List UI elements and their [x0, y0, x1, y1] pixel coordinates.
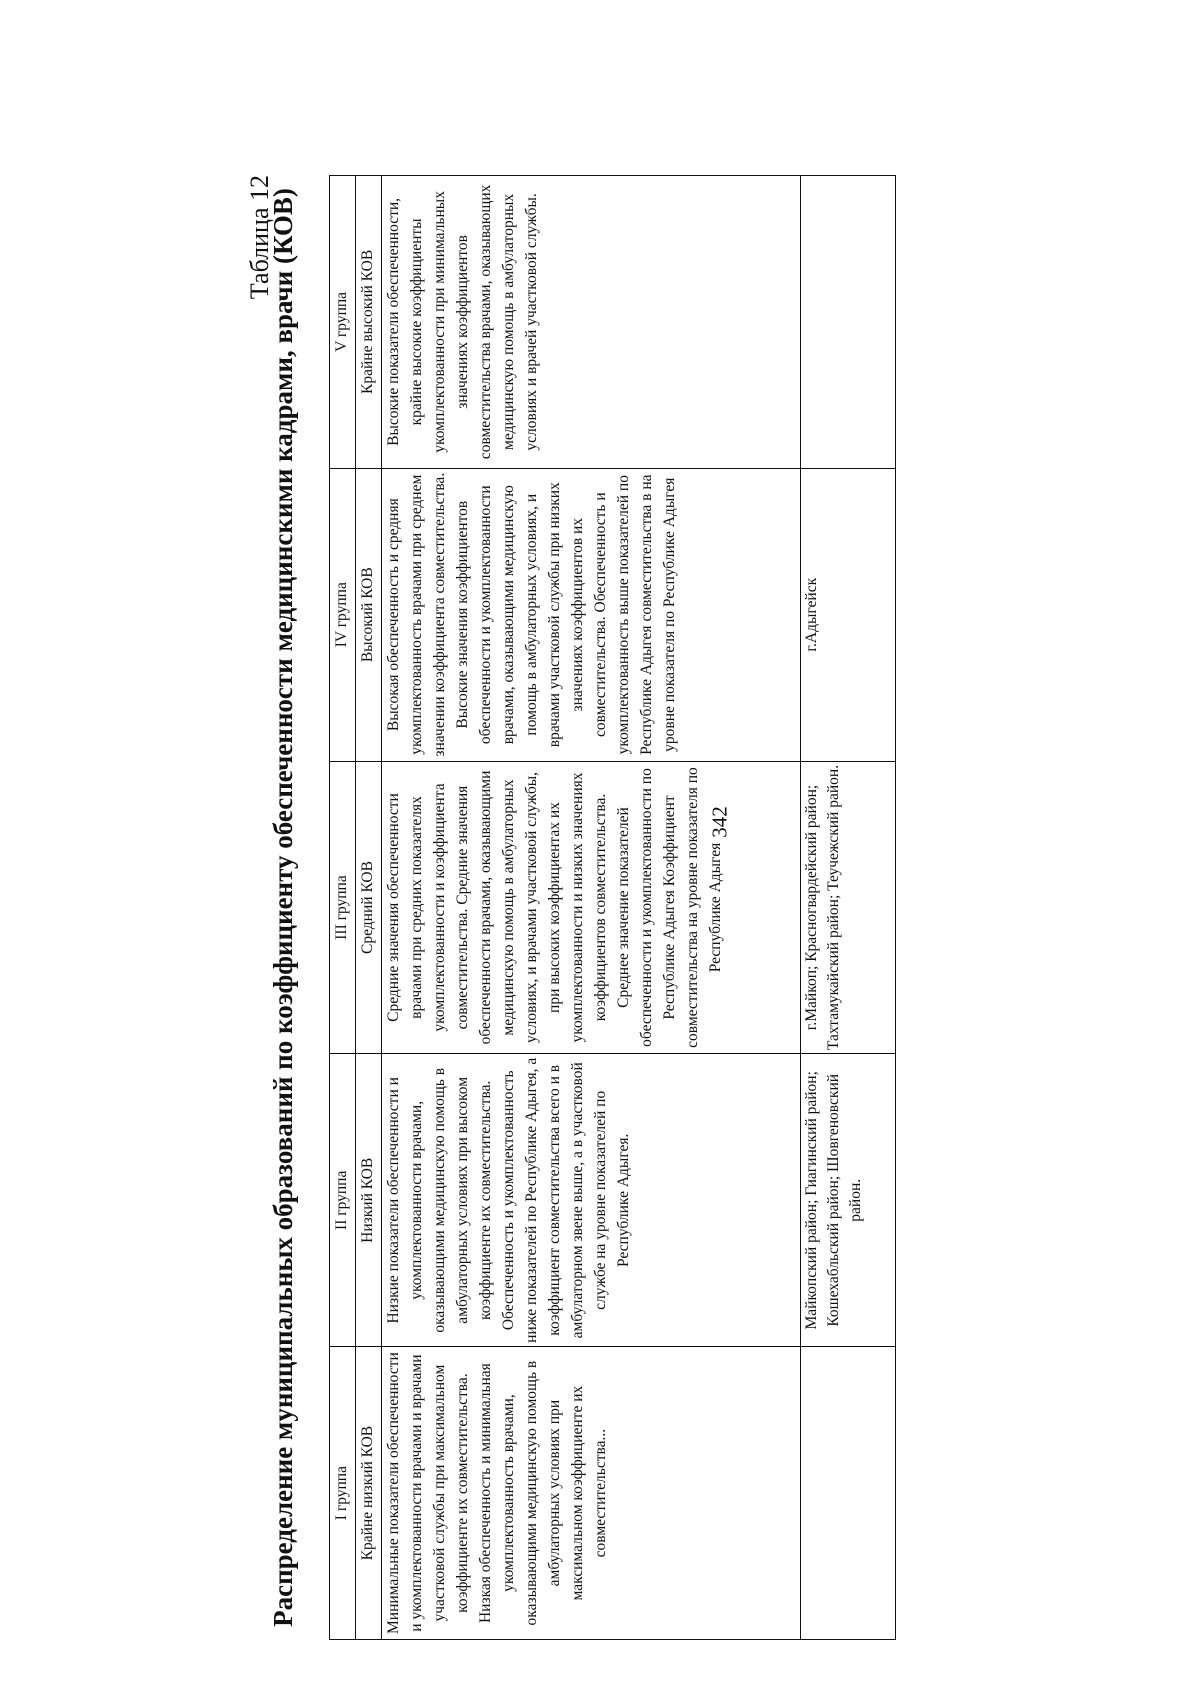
rotated-page-content	[245, 175, 975, 1640]
document-title: Распределение муниципальных образований по коэффициенту обеспеченности медицинскими кадрами, врачи (КОВ)	[268, 188, 298, 1627]
level-header: Высокий КОВ	[356, 468, 382, 761]
group-description: Высокая обеспеченность и средняя укомплектованность врачами при среднем значении коэффициента совместительства. Высокие значения коэффициентов обеспеченности и укомплектованности врачами, оказывающими медицинскую помощь в амбулаторных условиях, и врачами участковой службы при низких значениях коэффициентов их совместительства. Обеспеченность и укомплектованность выше показателей по Республике Адыгея совместительства в на уровне показателя по Республике Адыгея	[382, 468, 801, 761]
table-caption: Таблица 12	[245, 175, 274, 300]
level-header-row	[356, 176, 382, 1640]
level-header: Средний КОВ	[356, 761, 382, 1054]
group-description: Минимальные показатели обеспеченности и укомплектованности врачами и врачами участковой службы при максимальном коэффициенте их совместительства. Низкая обеспеченность и минимальная укомплектованность врачами, оказывающими медицинскую помощь в амбулаторных условиях при максимальном коэффициенте их совместительства...	[382, 1347, 801, 1640]
page-number: 342	[707, 806, 732, 838]
level-header: Низкий КОВ	[356, 1054, 382, 1347]
group-header: V группа	[330, 176, 356, 469]
municipalities-row	[801, 176, 896, 1640]
group-header: I группа	[330, 1347, 356, 1640]
level-header: Крайне высокий КОВ	[356, 176, 382, 469]
group-description: Средние значения обеспеченности врачами при средних показателях укомплектованности и коэффициента совместительства. Средние значения обеспеченности врачами, оказывающими медицинскую помощь в амбулаторных условиях, и врачами участковой службы, при высоких коэффициентах их укомплектованности и низких значениях коэффициентов совместительства. Среднее значение показателей обеспеченности и укомплектованности по Республике Адыгея Коэффициент совместительства на уровне показателя по Республике Адыгея	[382, 761, 801, 1054]
level-header: Крайне низкий КОВ	[356, 1347, 382, 1640]
group-header-row	[330, 176, 356, 1640]
group-description: Высокие показатели обеспеченности, крайне высокие коэффициенты укомплектованности при минимальных значениях коэффициентов совместительства врачами, оказывающих медицинскую помощь в амбулаторных условиях и врачей участковой службы.	[382, 176, 801, 469]
group-header: III группа	[330, 761, 356, 1054]
group-municipalities: г.Майкоп; Красногвардейский район; Тахтамукайский район; Теучежский район.	[801, 761, 896, 1054]
group-municipalities: г.Адыгейск	[801, 468, 896, 761]
group-municipalities: Майкопский район; Гиагинский район; Кошехабльский район; Шовгеновский район.	[801, 1054, 896, 1347]
distribution-table	[329, 175, 896, 1640]
group-header: IV группа	[330, 468, 356, 761]
group-municipalities	[801, 1347, 896, 1640]
group-description: Низкие показатели обеспеченности и укомплектованности врачами, оказывающими медицинскую помощь в амбулаторных условиях при высоком коэффициенте их совместительства. Обеспеченность и укомплектованность ниже показателей по Республике Адыгея, а коэффициент совместительства всего и в амбулаторном звене выше, а в участковой службе на уровне показателей по Республике Адыгея.	[382, 1054, 801, 1347]
group-municipalities	[801, 176, 896, 469]
description-row	[382, 176, 801, 1640]
group-header: II группа	[330, 1054, 356, 1347]
